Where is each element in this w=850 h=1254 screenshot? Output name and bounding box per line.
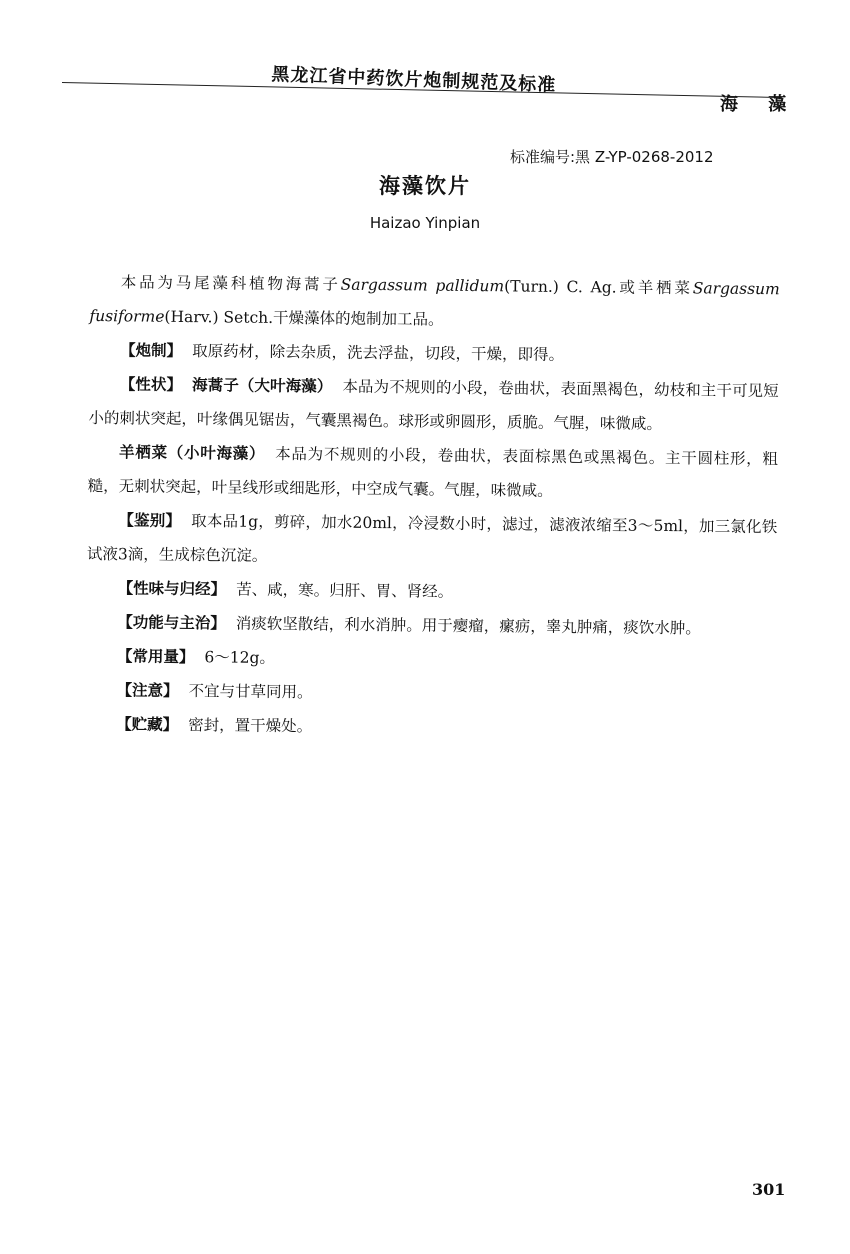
section-zhucang	[85, 707, 775, 748]
label-xingwei: 【性味与归经】	[117, 579, 227, 599]
book-title: 黑龙江省中药饮片炮制规范及标准	[271, 63, 557, 96]
latin-name-1: Sargassum pallidum	[340, 275, 505, 296]
label-paozhi: 【炮制】	[120, 341, 183, 360]
label-yongliang: 【常用量】	[116, 647, 195, 667]
text-paozhi: 取原药材，除去杂质，洗去浮盐，切段，干燥，即得。	[192, 342, 565, 364]
text-xingwei: 苦、咸，寒。归肝、胃、肾经。	[236, 580, 454, 601]
text-yangqicai: 本品为不规则的小段，卷曲状，表面棕黑色或黑褐色。主干圆柱形，粗糙，无刺状突起，叶呈线形或细匙形，中空成气囊。气腥，味微咸。	[87, 444, 779, 500]
text-yongliang: 6～12g。	[204, 648, 276, 667]
text-haohaozi: 本品为不规则的小段，卷曲状，表面黑褐色，幼枝和主干可见短小的刺状突起，叶缘偶见锯齿，气囊黑褐色。球形或卵圆形，质脆。气腥，味微咸。	[88, 377, 779, 433]
section-xingzhuang	[88, 367, 779, 442]
label-xingzhuang: 【性状】	[119, 375, 183, 394]
document-title-pinyin: Haizao Yinpian	[369, 214, 481, 232]
intro-paragraph	[89, 265, 780, 340]
text-zhucang: 密封，置干燥处。	[188, 716, 313, 736]
intro-text-1: 本品为马尾藻科植物海蒿子	[120, 273, 341, 294]
section-jianbie	[87, 503, 778, 578]
text-zhuyi: 不宜与甘草同用。	[188, 682, 313, 702]
document-body	[85, 265, 780, 748]
label-zhuyi: 【注意】	[116, 681, 179, 700]
page-number: 301	[752, 1180, 786, 1199]
intro-text-3: (Harv.) Setch.干燥藻体的炮制加工品。	[164, 307, 444, 329]
section-title: 海 藻	[720, 94, 799, 115]
standard-number: 标准编号:黑 Z-YP-0268-2012	[510, 148, 714, 166]
text-gongneng: 消痰软坚散结，利水消肿。用于瘿瘤，瘰疬，睾丸肿痛，痰饮水肿。	[235, 614, 701, 638]
label-gongneng: 【功能与主治】	[117, 613, 226, 633]
section-yangqicai	[88, 435, 779, 510]
label-jianbie: 【鉴别】	[118, 511, 182, 530]
label-zhucang: 【贮藏】	[116, 715, 179, 734]
sublabel-yangqicai: 羊栖菜（小叶海藻）	[118, 443, 266, 463]
sublabel-haohaozi: 海蒿子（大叶海藻）	[192, 376, 333, 396]
latin-name-2: Sargassum fusiforme	[89, 279, 780, 326]
intro-text-2: (Turn.) C. Ag.或羊栖菜	[504, 277, 693, 298]
document-title: 海藻饮片	[379, 174, 471, 198]
text-jianbie: 取本品1g，剪碎，加水20ml，冷浸数小时，滤过，滤液浓缩至3～5ml，加三氯化铁试液3滴，生成棕色沉淀。	[86, 512, 778, 565]
